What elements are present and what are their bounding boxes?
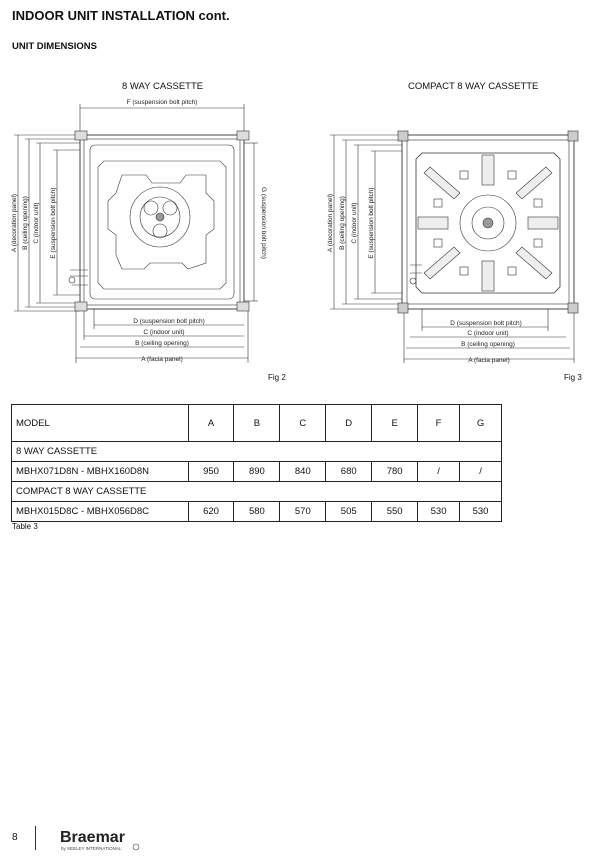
brand-subtitle: by SEELEY INTERNATIONAL xyxy=(61,846,122,851)
figure-2-title: 8 WAY CASSETTE xyxy=(122,81,204,92)
value-cell: 570 xyxy=(280,502,326,522)
table-group-row xyxy=(12,482,502,502)
value-cell: / xyxy=(460,462,502,482)
dim-label-d: D (suspension bolt pitch) xyxy=(133,318,205,325)
value-cell: 840 xyxy=(280,462,326,482)
seeley-mark-icon xyxy=(133,844,139,850)
dim-label-c-vertical: C (indoor unit) xyxy=(33,202,40,244)
dim-label-b-vertical: B (ceiling opening) xyxy=(339,196,346,250)
dim-label-a: A (facia panel) xyxy=(141,356,183,363)
footer-divider xyxy=(35,826,36,850)
dim-label-e-vertical: E (suspension bolt pitch) xyxy=(368,187,375,259)
value-cell: 530 xyxy=(418,502,460,522)
group-name: 8 WAY CASSETTE xyxy=(12,442,502,462)
dim-label-d: D (suspension bolt pitch) xyxy=(450,320,522,327)
dim-label-e-vertical: E (suspension bolt pitch) xyxy=(50,187,57,259)
brand-name: Braemar xyxy=(60,829,125,846)
value-cell: 950 xyxy=(188,462,234,482)
value-cell: 550 xyxy=(372,502,418,522)
value-cell: 530 xyxy=(460,502,502,522)
dim-label-b: B (ceiling opening) xyxy=(135,340,189,347)
page-title: INDOOR UNIT INSTALLATION cont. xyxy=(12,8,230,23)
table-row xyxy=(12,462,502,482)
group-name: COMPACT 8 WAY CASSETTE xyxy=(12,482,502,502)
table-header-cell: A xyxy=(188,405,234,442)
dim-label-a-vertical: A (decoration panel) xyxy=(327,193,334,253)
value-cell: 580 xyxy=(234,502,280,522)
figure-3-label: Fig 3 xyxy=(564,373,582,382)
dim-label-b: B (ceiling opening) xyxy=(461,341,515,348)
section-title: UNIT DIMENSIONS xyxy=(12,41,97,52)
table-header-cell: E xyxy=(372,405,418,442)
value-cell: 680 xyxy=(326,462,372,482)
value-cell: 505 xyxy=(326,502,372,522)
figure-2-drawing xyxy=(0,95,300,373)
table-caption: Table 3 xyxy=(12,522,38,531)
value-cell: 890 xyxy=(234,462,280,482)
braemar-logo xyxy=(60,826,144,852)
table-header-cell: D xyxy=(326,405,372,442)
value-cell: 780 xyxy=(372,462,418,482)
dim-label-c-vertical: C (indoor unit) xyxy=(351,202,358,244)
figure-3-drawing xyxy=(310,95,594,373)
figure-3-title: COMPACT 8 WAY CASSETTE xyxy=(408,81,539,92)
value-cell: / xyxy=(418,462,460,482)
dimensions-table xyxy=(11,404,502,522)
value-cell: 620 xyxy=(188,502,234,522)
table-row xyxy=(12,502,502,522)
table-group-row xyxy=(12,442,502,462)
table-header-cell: B xyxy=(234,405,280,442)
dim-label-b-vertical: B (ceiling opening) xyxy=(22,196,29,250)
dim-label-g-vertical: G (suspension bolt pitch) xyxy=(260,187,267,259)
table-header-row xyxy=(12,405,502,442)
table-header-cell: MODEL xyxy=(12,405,189,442)
dim-label-c: C (indoor unit) xyxy=(143,329,185,336)
dim-label-a: A (facia panel) xyxy=(468,357,510,364)
table-header-cell: C xyxy=(280,405,326,442)
dim-label-f: F (suspension bolt pitch) xyxy=(126,99,198,106)
page-number: 8 xyxy=(12,832,18,843)
table-header-cell: G xyxy=(460,405,502,442)
model-cell: MBHX071D8N - MBHX160D8N xyxy=(12,462,189,482)
figure-2-label: Fig 2 xyxy=(268,373,286,382)
table-header-cell: F xyxy=(418,405,460,442)
model-cell: MBHX015D8C - MBHX056D8C xyxy=(12,502,189,522)
dim-label-a-vertical: A (decoration panel) xyxy=(11,193,18,253)
dim-label-c: C (indoor unit) xyxy=(467,330,509,337)
